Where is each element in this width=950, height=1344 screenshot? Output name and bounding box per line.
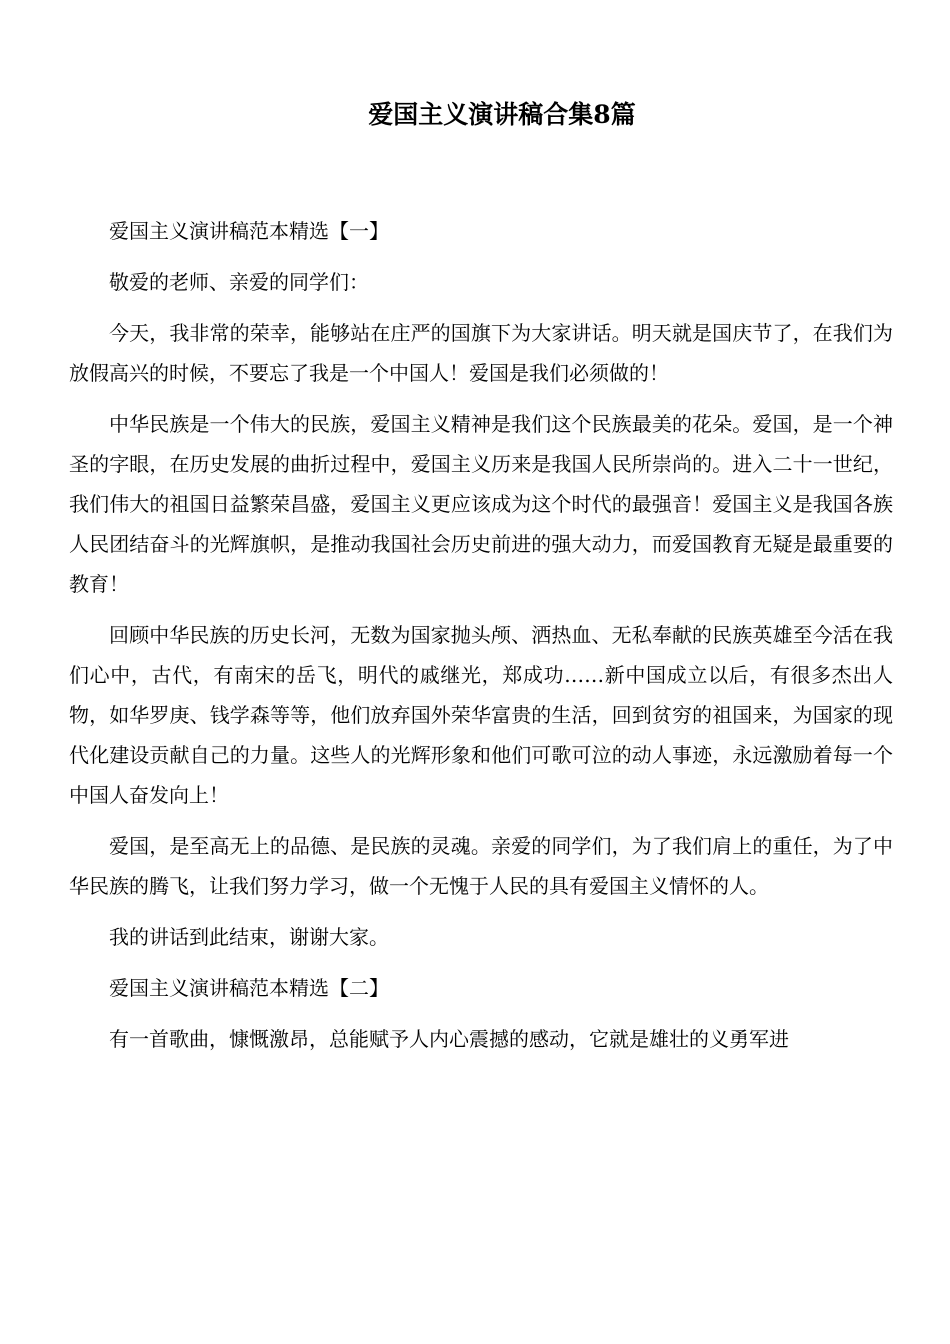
section-heading-1: 爱国主义演讲稿范本精选【一】 (109, 219, 389, 243)
closing-paragraph: 我的讲话到此结束，谢谢大家。 (109, 925, 389, 949)
body-paragraph: 回顾中华民族的历史长河，无数为国家抛头颅、洒热血、无私奉献的民族英雄至今活在我们心中，古代，有南宋的岳飞，明代的戚继光，郑成功……新中国成立以后，有很多杰出人物，如华罗庚、钱学森等等，他们放弃国外荣华富贵的生活，回到贫穷的祖国来，为国家的现代化建设贡献自己的力量。这些人的光辉形象和他们可歌可泣的动人事迹，永远激励着每一个中国人奋发向上！ (69, 623, 893, 807)
body-paragraph: 今天，我非常的荣幸，能够站在庄严的国旗下为大家讲话。明天就是国庆节了，在我们为放假高兴的时候，不要忘了我是一个中国人！爱国是我们必须做的！ (69, 321, 893, 385)
document-body (69, 208, 893, 1067)
body-paragraph: 中华民族是一个伟大的民族，爱国主义精神是我们这个民族最美的花朵。爱国，是一个神圣的字眼，在历史发展的曲折过程中，爱国主义历来是我国人民所崇尚的。进入二十一世纪，我们伟大的祖国日益繁荣昌盛，爱国主义更应该成为这个时代的最强音！爱国主义是我国各族人民团结奋斗的光辉旗帜，是推动我国社会历史前进的强大动力，而爱国教育无疑是最重要的教育！ (69, 412, 893, 596)
salutation-paragraph: 敬爱的老师、亲爱的同学们： (109, 270, 369, 294)
section-heading-2: 爱国主义演讲稿范本精选【二】 (109, 976, 389, 1000)
document-title: 爱国主义演讲稿合集8篇 (368, 100, 636, 129)
body-paragraph: 爱国，是至高无上的品德、是民族的灵魂。亲爱的同学们，为了我们肩上的重任，为了中华民族的腾飞，让我们努力学习，做一个无愧于人民的具有爱国主义情怀的人。 (69, 834, 893, 898)
body-paragraph: 有一首歌曲，慷慨激昂，总能赋予人内心震撼的感动，它就是雄壮的义勇军进 (109, 1027, 789, 1051)
